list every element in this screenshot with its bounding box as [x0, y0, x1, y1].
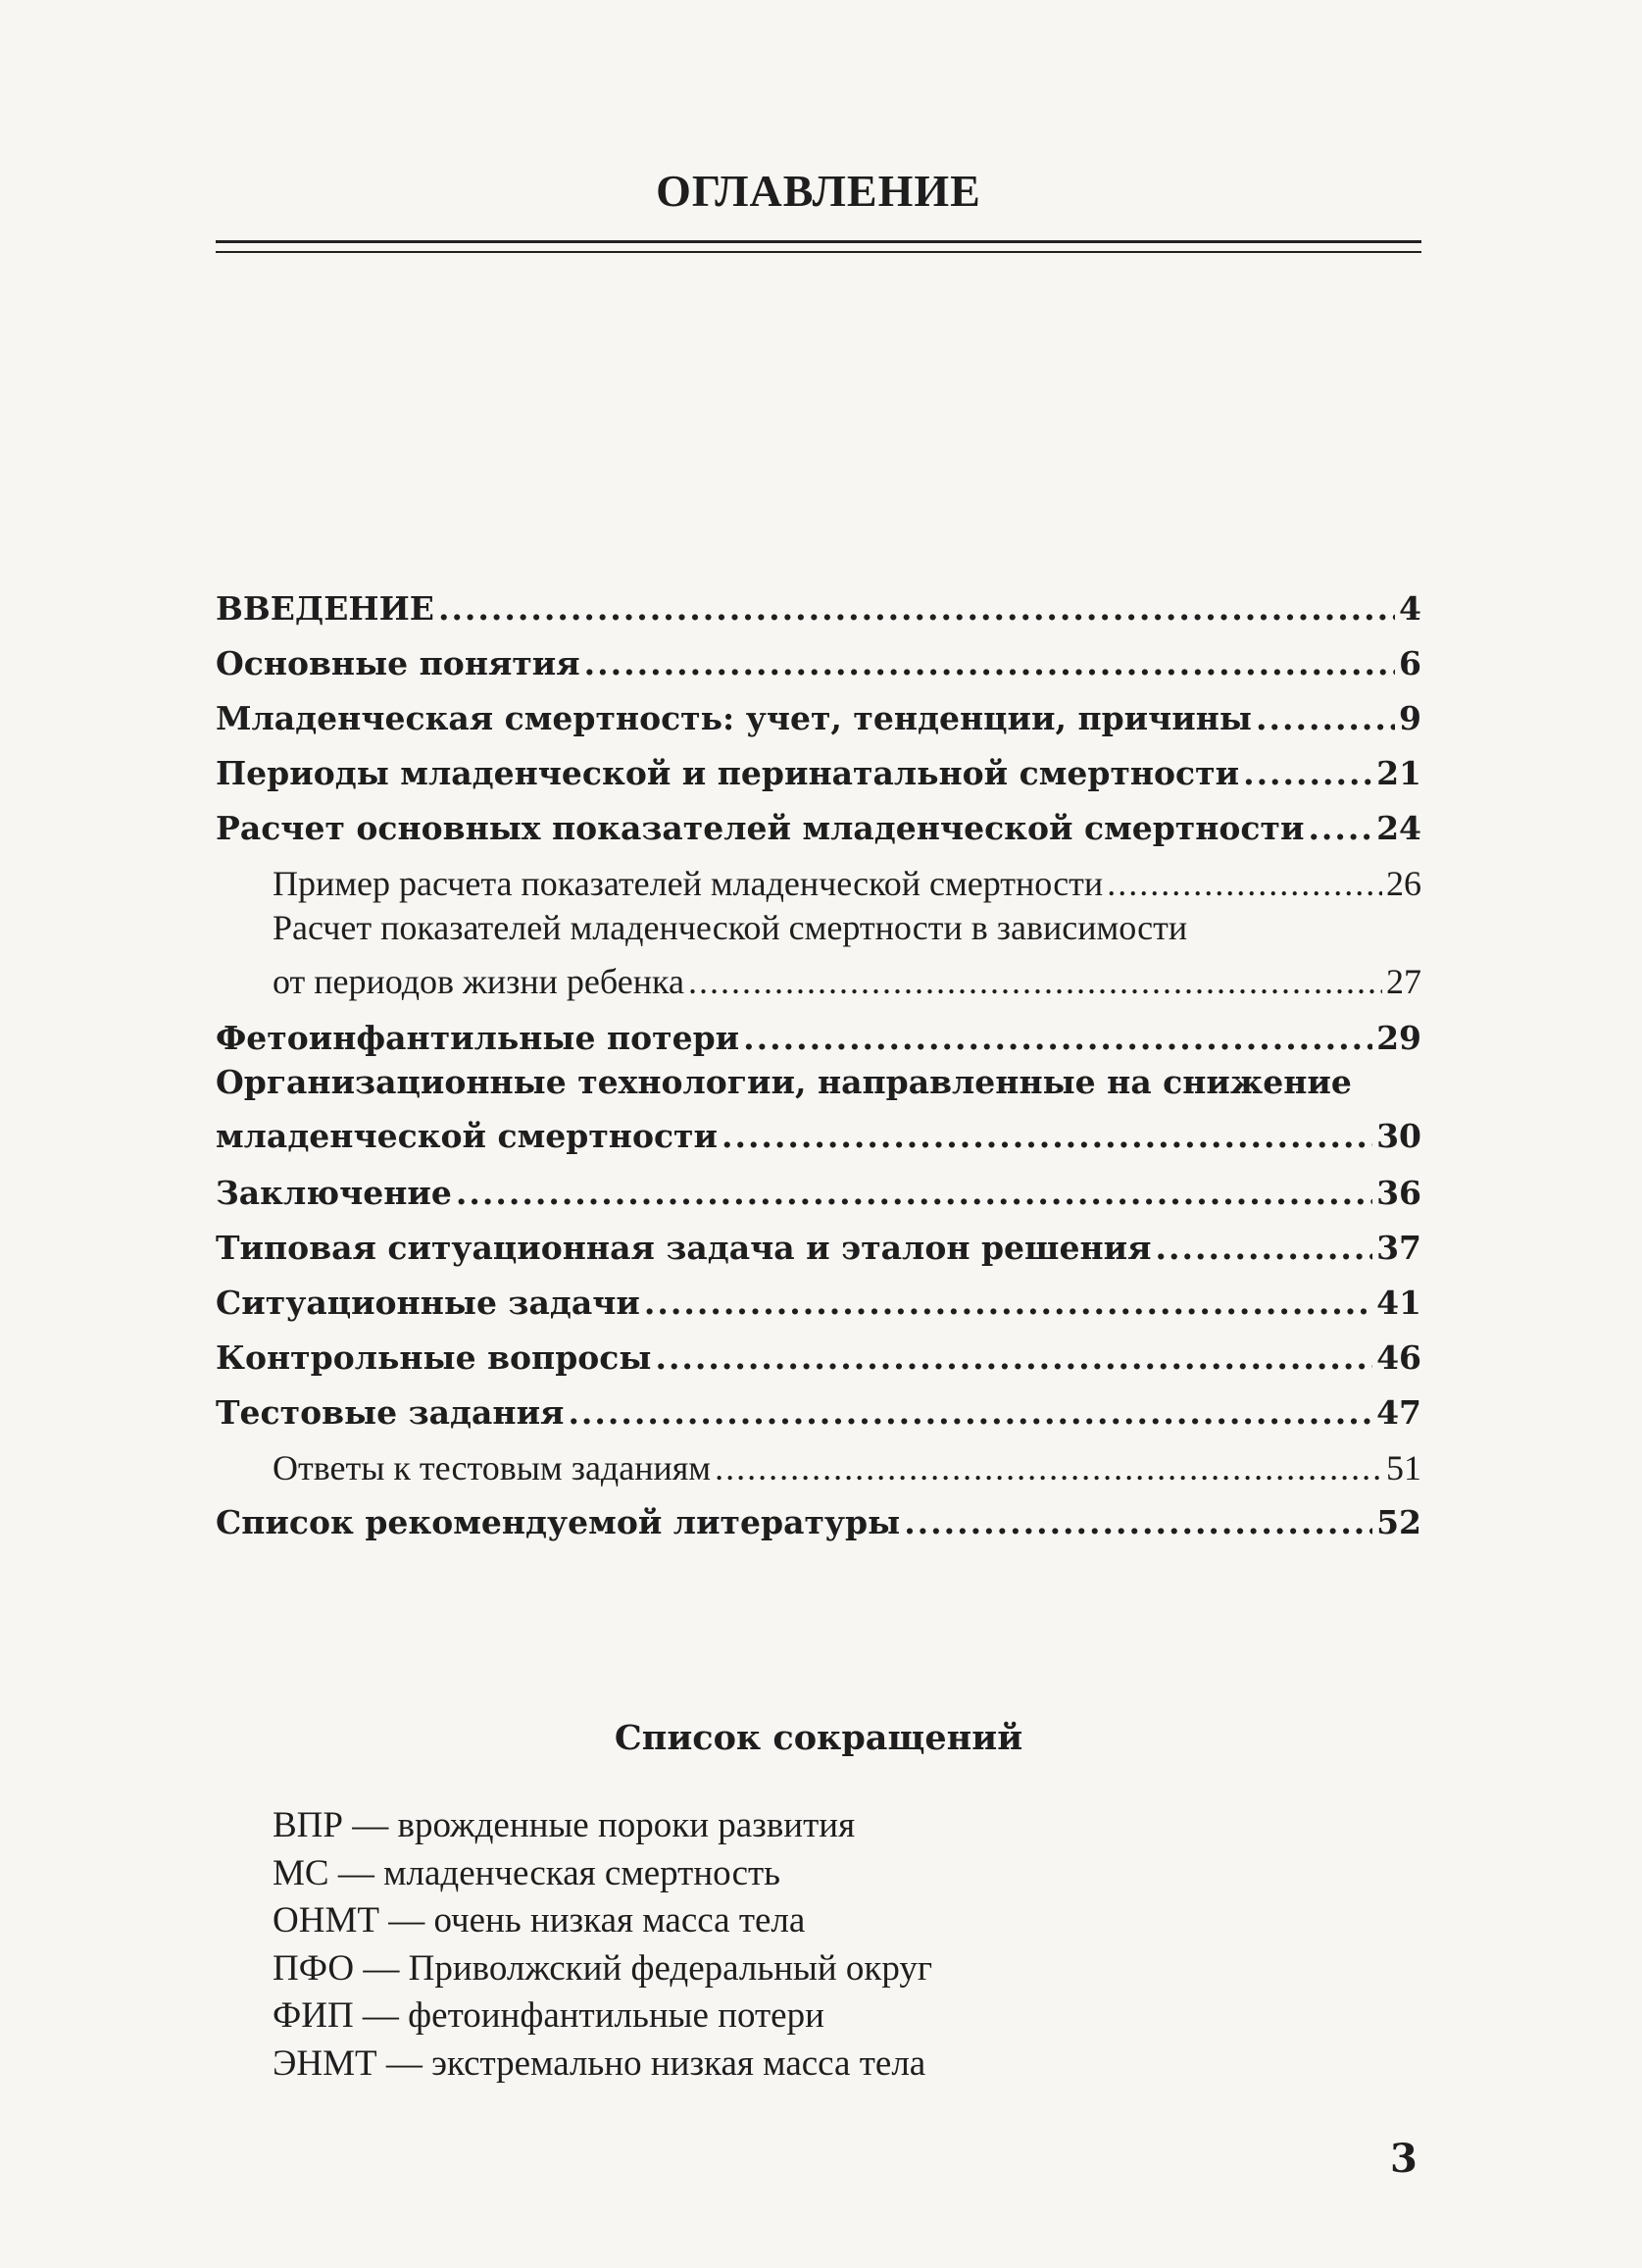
toc-entry-title: Типовая ситуационная задача и эталон решения: [216, 1229, 1152, 1267]
toc-entry[interactable]: [216, 1323, 1421, 1378]
abbreviations-list: [273, 1802, 932, 2088]
toc-entry-title: Пример расчета показателей младенческой смертности: [273, 864, 1104, 903]
toc-subentry[interactable]: [216, 1433, 1421, 1487]
toc-entry-page: 4: [1399, 589, 1421, 628]
toc-entry-page: 41: [1376, 1284, 1421, 1322]
abbreviation-item: ОНМТ — очень низкая масса тела: [273, 1900, 806, 1940]
toc-entry[interactable]: [216, 683, 1421, 738]
toc-leader-dots: [721, 1119, 1372, 1158]
toc-entry[interactable]: [216, 1058, 1421, 1158]
toc-entry-title: Контрольные вопросы: [216, 1338, 652, 1377]
toc-entry-title: Список рекомендуемой литературы: [216, 1503, 901, 1541]
toc-leader-dots: [1156, 1229, 1373, 1268]
toc-entry[interactable]: [216, 629, 1421, 683]
toc-entry[interactable]: [216, 1213, 1421, 1268]
table-of-contents: [216, 574, 1421, 1542]
toc-leader-dots: [456, 1174, 1372, 1213]
toc-entry-title: ВВЕДЕНИЕ: [216, 589, 434, 628]
toc-leader-dots: [904, 1503, 1372, 1542]
title-rule-top: [216, 240, 1421, 243]
toc-entry-page: 46: [1376, 1338, 1421, 1377]
abbreviation-item: ВПР — врожденные пороки развития: [273, 1805, 856, 1845]
abbreviation-item: МС — младенческая смертность: [273, 1852, 781, 1893]
page-number: 3: [1390, 2136, 1418, 2182]
abbreviation-item: ПФО — Приволжский федеральный округ: [273, 1947, 933, 1989]
toc-title: ОГЛАВЛЕНИЕ: [656, 166, 981, 216]
toc-entry-title: Тестовые задания: [216, 1393, 565, 1432]
toc-subentry[interactable]: [216, 903, 1421, 1003]
toc-entry-title: Фетоинфантильные потери: [216, 1019, 740, 1057]
toc-entry-page: 36: [1376, 1174, 1421, 1212]
toc-entry-page: 26: [1386, 864, 1421, 903]
toc-entry-title: Ситуационные задачи: [216, 1284, 640, 1322]
toc-entry-page: 52: [1376, 1503, 1421, 1541]
toc-entry-page: 30: [1376, 1117, 1421, 1155]
toc-entry-page: 9: [1399, 699, 1421, 737]
abbreviation-item: ФИП — фетоинфантильные потери: [273, 1995, 824, 2036]
toc-entry-page: 29: [1376, 1019, 1421, 1057]
toc-leader-dots: [688, 964, 1382, 1003]
toc-leader-dots: [1107, 864, 1382, 903]
toc-entry-title: Периоды младенческой и перинатальной смертности: [216, 754, 1240, 792]
abbreviations-title: Список сокращений: [614, 1718, 1023, 1758]
toc-leader-dots: [438, 589, 1395, 629]
toc-entry-title-line1: Расчет показателей младенческой смертности в зависимости: [273, 908, 1188, 947]
toc-entry-page: 24: [1376, 809, 1421, 847]
toc-entry-page: 51: [1386, 1448, 1421, 1487]
toc-entry[interactable]: [216, 793, 1421, 848]
toc-leader-dots: [743, 1019, 1372, 1058]
toc-entry[interactable]: [216, 1378, 1421, 1433]
toc-leader-dots: [1243, 754, 1372, 793]
toc-leader-dots: [655, 1338, 1372, 1378]
toc-entry[interactable]: [216, 1487, 1421, 1542]
toc-entry[interactable]: [216, 574, 1421, 629]
toc-entry-page: 21: [1376, 754, 1421, 792]
toc-leader-dots: [644, 1284, 1372, 1323]
toc-subentry[interactable]: [216, 848, 1421, 903]
toc-leader-dots: [584, 644, 1395, 683]
toc-entry-title: Основные понятия: [216, 644, 580, 682]
toc-leader-dots: [1256, 699, 1395, 738]
toc-entry-page: 47: [1376, 1393, 1421, 1432]
abbreviation-item: ЭНМТ — экстремально низкая масса тела: [273, 2042, 926, 2084]
toc-entry[interactable]: [216, 1268, 1421, 1323]
toc-leader-dots: [715, 1448, 1382, 1487]
toc-entry-title: Заключение: [216, 1174, 452, 1212]
toc-entry[interactable]: [216, 1158, 1421, 1213]
toc-entry-page: 27: [1386, 962, 1421, 1001]
title-rule-bottom: [216, 251, 1421, 253]
toc-entry-title-line2: младенческой смертности: [216, 1117, 718, 1155]
toc-entry-page: 6: [1399, 644, 1421, 682]
toc-leader-dots: [1308, 809, 1372, 848]
toc-entry-title: Расчет основных показателей младенческой смертности: [216, 809, 1305, 847]
toc-entry-title-line1: Организационные технологии, направленные на снижение: [216, 1063, 1352, 1101]
toc-entry-title: Младенческая смертность: учет, тенденции, причины: [216, 699, 1253, 737]
toc-entry[interactable]: [216, 738, 1421, 793]
toc-entry[interactable]: [216, 1003, 1421, 1058]
toc-entry-title-line2: от периодов жизни ребенка: [273, 962, 684, 1001]
toc-leader-dots: [568, 1393, 1372, 1433]
toc-entry-page: 37: [1376, 1229, 1421, 1267]
toc-entry-title: Ответы к тестовым заданиям: [273, 1448, 712, 1487]
